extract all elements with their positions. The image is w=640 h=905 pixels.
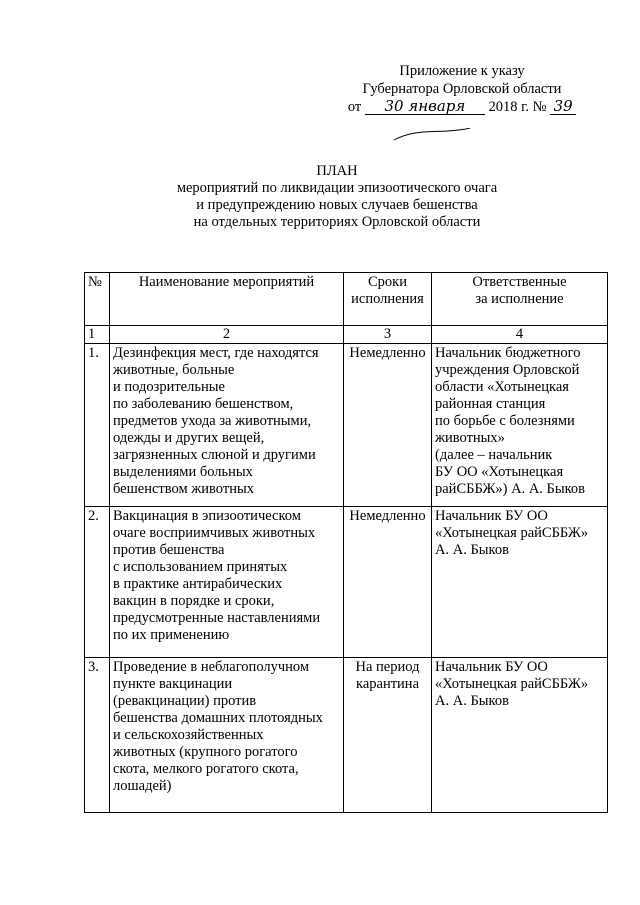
header-responsible-line: Ответственные	[472, 274, 567, 290]
appendix-line-2: Губернатора Орловской области	[362, 81, 562, 97]
row-name-line: пункте вакцинации	[113, 676, 233, 692]
column-number: 3	[344, 326, 432, 344]
row-responsible-line: Начальник БУ ОО	[435, 508, 548, 524]
row-responsible	[432, 344, 608, 507]
row-name-line: предметов ухода за животными,	[113, 413, 312, 429]
row-number: 1.	[85, 344, 110, 507]
row-name-line: очаге восприимчивых животных	[113, 525, 316, 541]
row-name-line: Вакцинация в эпизоотическом	[113, 508, 301, 524]
row-responsible	[432, 507, 608, 658]
row-responsible-line: районная станция	[435, 396, 546, 412]
signature-stroke-icon	[392, 128, 472, 142]
title-line-3: на отдельных территориях Орловской области	[193, 214, 481, 230]
row-responsible-line: А. А. Быков	[435, 542, 509, 558]
appendix-date-line	[332, 98, 592, 116]
row-name-line: по их применению	[113, 627, 230, 643]
title-line-2: и предупреждению новых случаев бешенства	[196, 197, 478, 213]
row-responsible-line: райСББЖ») А. А. Быков	[435, 481, 586, 497]
header-deadline-line: исполнения	[351, 291, 424, 307]
row-deadline	[344, 507, 432, 658]
title-heading: ПЛАН	[316, 163, 358, 179]
row-number: 3.	[85, 658, 110, 813]
document-title	[100, 163, 574, 231]
row-name-line: с использованием принятых	[113, 559, 288, 575]
row-responsible-line: Начальник бюджетного	[435, 345, 581, 361]
row-name-line: против бешенства	[113, 542, 225, 558]
row-deadline-line: Немедленно	[349, 508, 426, 524]
row-name-line: бешенством животных	[113, 481, 254, 497]
column-number: 2	[110, 326, 344, 344]
appendix-header	[332, 62, 592, 116]
row-deadline-line: карантина	[356, 676, 419, 692]
column-number: 1	[85, 326, 110, 344]
table-header-row	[85, 273, 608, 326]
row-name-line: лошадей)	[113, 778, 172, 794]
row-name-line: выделениями больных	[113, 464, 253, 480]
header-deadline-line: Сроки	[368, 274, 407, 290]
row-name-line: Проведение в неблагополучном	[113, 659, 310, 675]
row-name	[110, 658, 344, 813]
row-name	[110, 344, 344, 507]
row-name-line: и подозрительные	[113, 379, 225, 395]
table-row	[85, 507, 608, 658]
header-responsible-line: за исполнение	[475, 291, 564, 307]
column-number: 4	[432, 326, 608, 344]
row-name-line: по заболеванию бешенством,	[113, 396, 294, 412]
header-name: Наименование мероприятий	[110, 273, 344, 326]
row-name-line: (ревакцинации) против	[113, 693, 257, 709]
row-name-line: вакцин в порядке и сроки,	[113, 593, 275, 609]
row-name-line: предусмотренные наставлениями	[113, 610, 321, 626]
row-responsible-line: БУ ОО «Хотынецкая	[435, 464, 564, 480]
column-number-row	[85, 326, 608, 344]
header-responsible	[432, 273, 608, 326]
row-deadline-line: Немедленно	[349, 345, 426, 361]
row-responsible-line: «Хотынецкая райСББЖ»	[435, 676, 589, 692]
row-name-line: одежды и других вещей,	[113, 430, 265, 446]
row-name-line: бешенства домашних плотоядных	[113, 710, 323, 726]
handwritten-date: 30 января	[365, 99, 485, 115]
row-deadline	[344, 658, 432, 813]
row-name-line: в практике антирабических	[113, 576, 283, 592]
row-responsible-line: учреждения Орловской	[435, 362, 580, 378]
row-number: 2.	[85, 507, 110, 658]
row-name	[110, 507, 344, 658]
row-deadline	[344, 344, 432, 507]
row-deadline-line: На период	[355, 659, 420, 675]
row-responsible	[432, 658, 608, 813]
appendix-year: 2018 г. №	[488, 99, 547, 115]
row-name-line: животных (крупного рогатого	[113, 744, 298, 760]
table-row	[85, 344, 608, 507]
row-name-line: Дезинфекция мест, где находятся	[113, 345, 319, 361]
table-row	[85, 658, 608, 813]
title-line-1: мероприятий по ликвидации эпизоотического очага	[176, 180, 498, 196]
row-name-line: загрязненных слюной и другими	[113, 447, 316, 463]
handwritten-number: 39	[550, 99, 576, 115]
row-responsible-line: животных»	[435, 430, 505, 446]
row-responsible-line: по борьбе с болезнями	[435, 413, 575, 429]
header-num: №	[85, 273, 110, 326]
header-deadline	[344, 273, 432, 326]
row-responsible-line: «Хотынецкая райСББЖ»	[435, 525, 589, 541]
row-responsible-line: области «Хотынецкая	[435, 379, 569, 395]
plan-table	[84, 272, 608, 813]
row-name-line: скота, мелкого рогатого скота,	[113, 761, 299, 777]
row-responsible-line: А. А. Быков	[435, 693, 509, 709]
appendix-prefix: от	[347, 99, 362, 115]
row-responsible-line: (далее – начальник	[435, 447, 553, 463]
row-responsible-line: Начальник БУ ОО	[435, 659, 548, 675]
appendix-line-1: Приложение к указу	[399, 63, 525, 79]
row-name-line: и сельскохозяйственных	[113, 727, 264, 743]
row-name-line: животные, больные	[113, 362, 235, 378]
